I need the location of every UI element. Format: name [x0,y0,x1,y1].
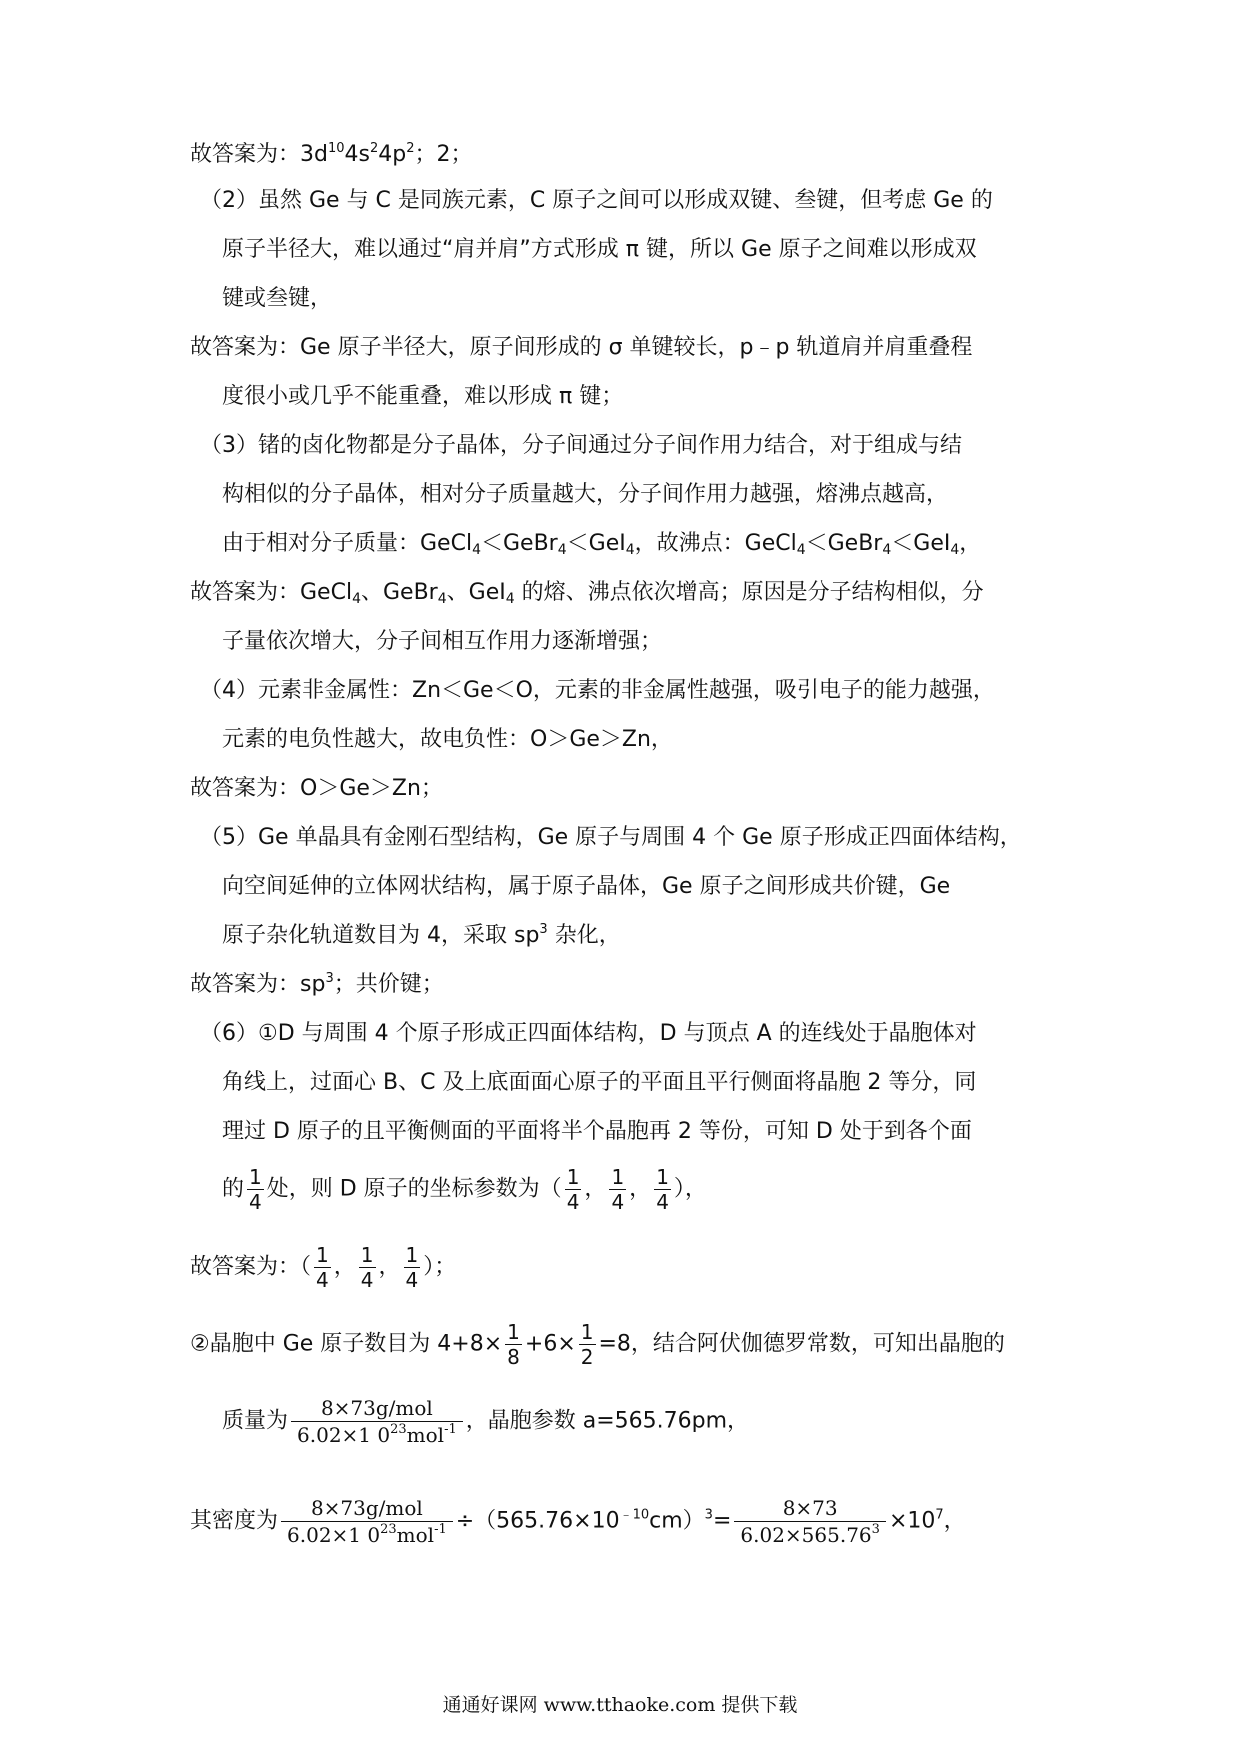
fraction-one-quarter: $\frac{1}{4}$ [249,1165,262,1214]
fraction-one-quarter: $\frac{1}{4}$ [611,1165,625,1214]
answer-3-line-1: 故答案为：GeCl$_4$、GeBr$_4$、GeI$_4$ 的熔、沸点依次增高；原因是分子结构相似，分 [190,580,984,607]
density-value-fraction: $\frac{8\times 73}{6.02\times 565.76^3}$ [734,1495,886,1548]
question-2-line-3: 键或叁键， [222,286,333,311]
question-6-part-2-line-1: ②晶胞中 Ge 原子数目为 4+8× $\frac{1}{8}$ +6× $\frac{1}{2}$ =8，结合阿伏伽德罗常数，可知出晶胞的 [190,1320,1005,1369]
fraction-one-quarter: $\frac{1}{4}$ [360,1243,374,1292]
question-4-line-2: 元素的电负性越大，故电负性：O＞Ge＞Zn， [222,727,673,752]
question-2-line-2: 原子半径大，难以通过“肩并肩”方式形成 π 键，所以 Ge 原子之间难以形成双 [222,237,977,262]
question-4-line-1: （4）元素非金属性：Zn＜Ge＜O，元素的非金属性越强，吸引电子的能力越强， [200,678,995,703]
answer-2-line-1: 故答案为：Ge 原子半径大，原子间形成的 σ 单键较长，p﹣p 轨道肩并肩重叠程 [190,335,973,360]
question-3-line-2: 构相似的分子晶体，相对分子质量越大，分子间作用力越强，熔沸点越高， [222,482,949,507]
answer-4: 故答案为：O＞Ge＞Zn； [190,776,443,801]
question-5-line-3: 原子杂化轨道数目为 4，采取 $sp^3$ 杂化， [222,922,621,948]
answer-1: 故答案为：$3d^{10}4s^24p^2$；2； [190,141,473,167]
question-6-line-3: 理过 D 原子的且平衡侧面的平面将半个晶胞再 2 等份，可知 D 处于到各个面 [222,1119,972,1144]
fraction-one-quarter: $\frac{1}{4}$ [316,1243,329,1292]
question-6-line-2: 角线上，过面心 B、C 及上底面面心原子的平面且平行侧面将晶胞 2 等分，同 [222,1070,977,1095]
fraction-one-quarter: $\frac{1}{4}$ [405,1243,419,1292]
answer-6-part-1: 故答案为：（ $\frac{1}{4}$ ， $\frac{1}{4}$ ， $\frac{1}{4}$ ）； [190,1243,457,1292]
answer-5: 故答案为：$sp^3$；共价键； [190,971,444,997]
cell-mass-line: 质量为 $\frac{\text{8×73g/mol}}{6.02\times 1 0^{23}mol^{-1}}$ ，晶胞参数 a=565.76pm， [222,1396,750,1447]
question-5-line-2: 向空间延伸的立体网状结构，属于原子晶体，Ge 原子之间形成共价键，Ge [222,874,951,899]
fraction-one-quarter: $\frac{1}{4}$ [656,1165,669,1214]
page-footer: 通通好课网 www.tthaoke.com 提供下载 [442,1694,798,1716]
question-6-line-4: 的 $\frac{1}{4}$ 处，则 D 原子的坐标参数为（ $\frac{1}{4}$ ， $\frac{1}{4}$ ， $\frac{1}{4}$ ）， [222,1165,707,1214]
fraction-one-eighth: $\frac{1}{8}$ [507,1320,520,1369]
question-5-line-1: （5）Ge 单晶具有金刚石型结构，Ge 原子与周围 4 个 Ge 原子形成正四面体结构， [200,825,1022,850]
question-3-line-3: 由于相对分子质量：GeCl$_4$＜GeBr$_4$＜GeI$_4$，故沸点：GeCl$_4$＜GeBr$_4$＜GeI$_4$， [222,531,982,558]
answer-3-line-2: 子量依次增大，分子间相互作用力逐渐增强； [222,629,663,654]
fraction-one-half: $\frac{1}{2}$ [580,1320,594,1369]
density-line: 其密度为 $\frac{\text{8×73g/mol}}{6.02\times 1 0^{23}mol^{-1}}$ $\div(565.76\times 10^{﹣10}cm)^3=$ $\frac{8\times 73}{6.02\times 565.76^3}$ $\times 10^7$， [190,1496,966,1547]
question-3-line-1: （3）锗的卤化物都是分子晶体，分子间通过分子间作用力结合，对于组成与结 [200,433,962,458]
fraction-one-quarter: $\frac{1}{4}$ [566,1165,580,1214]
mass-fraction: $\frac{\text{8×73g/mol}}{6.02\times 1 0^{23}mol^{-1}}$ [291,1395,463,1448]
question-6-line-1: （6）①D 与周围 4 个原子形成正四面体结构，D 与顶点 A 的连线处于晶胞体对 [200,1021,977,1046]
answer-2-line-2: 度很小或几乎不能重叠，难以形成 π 键； [222,384,624,409]
question-2-line-1: （2）虽然 Ge 与 C 是同族元素，C 原子之间可以形成双键、叁键，但考虑 Ge 的 [200,188,993,213]
density-mass-fraction: $\frac{\text{8×73g/mol}}{6.02\times 1 0^{23}mol^{-1}}$ [281,1495,453,1548]
